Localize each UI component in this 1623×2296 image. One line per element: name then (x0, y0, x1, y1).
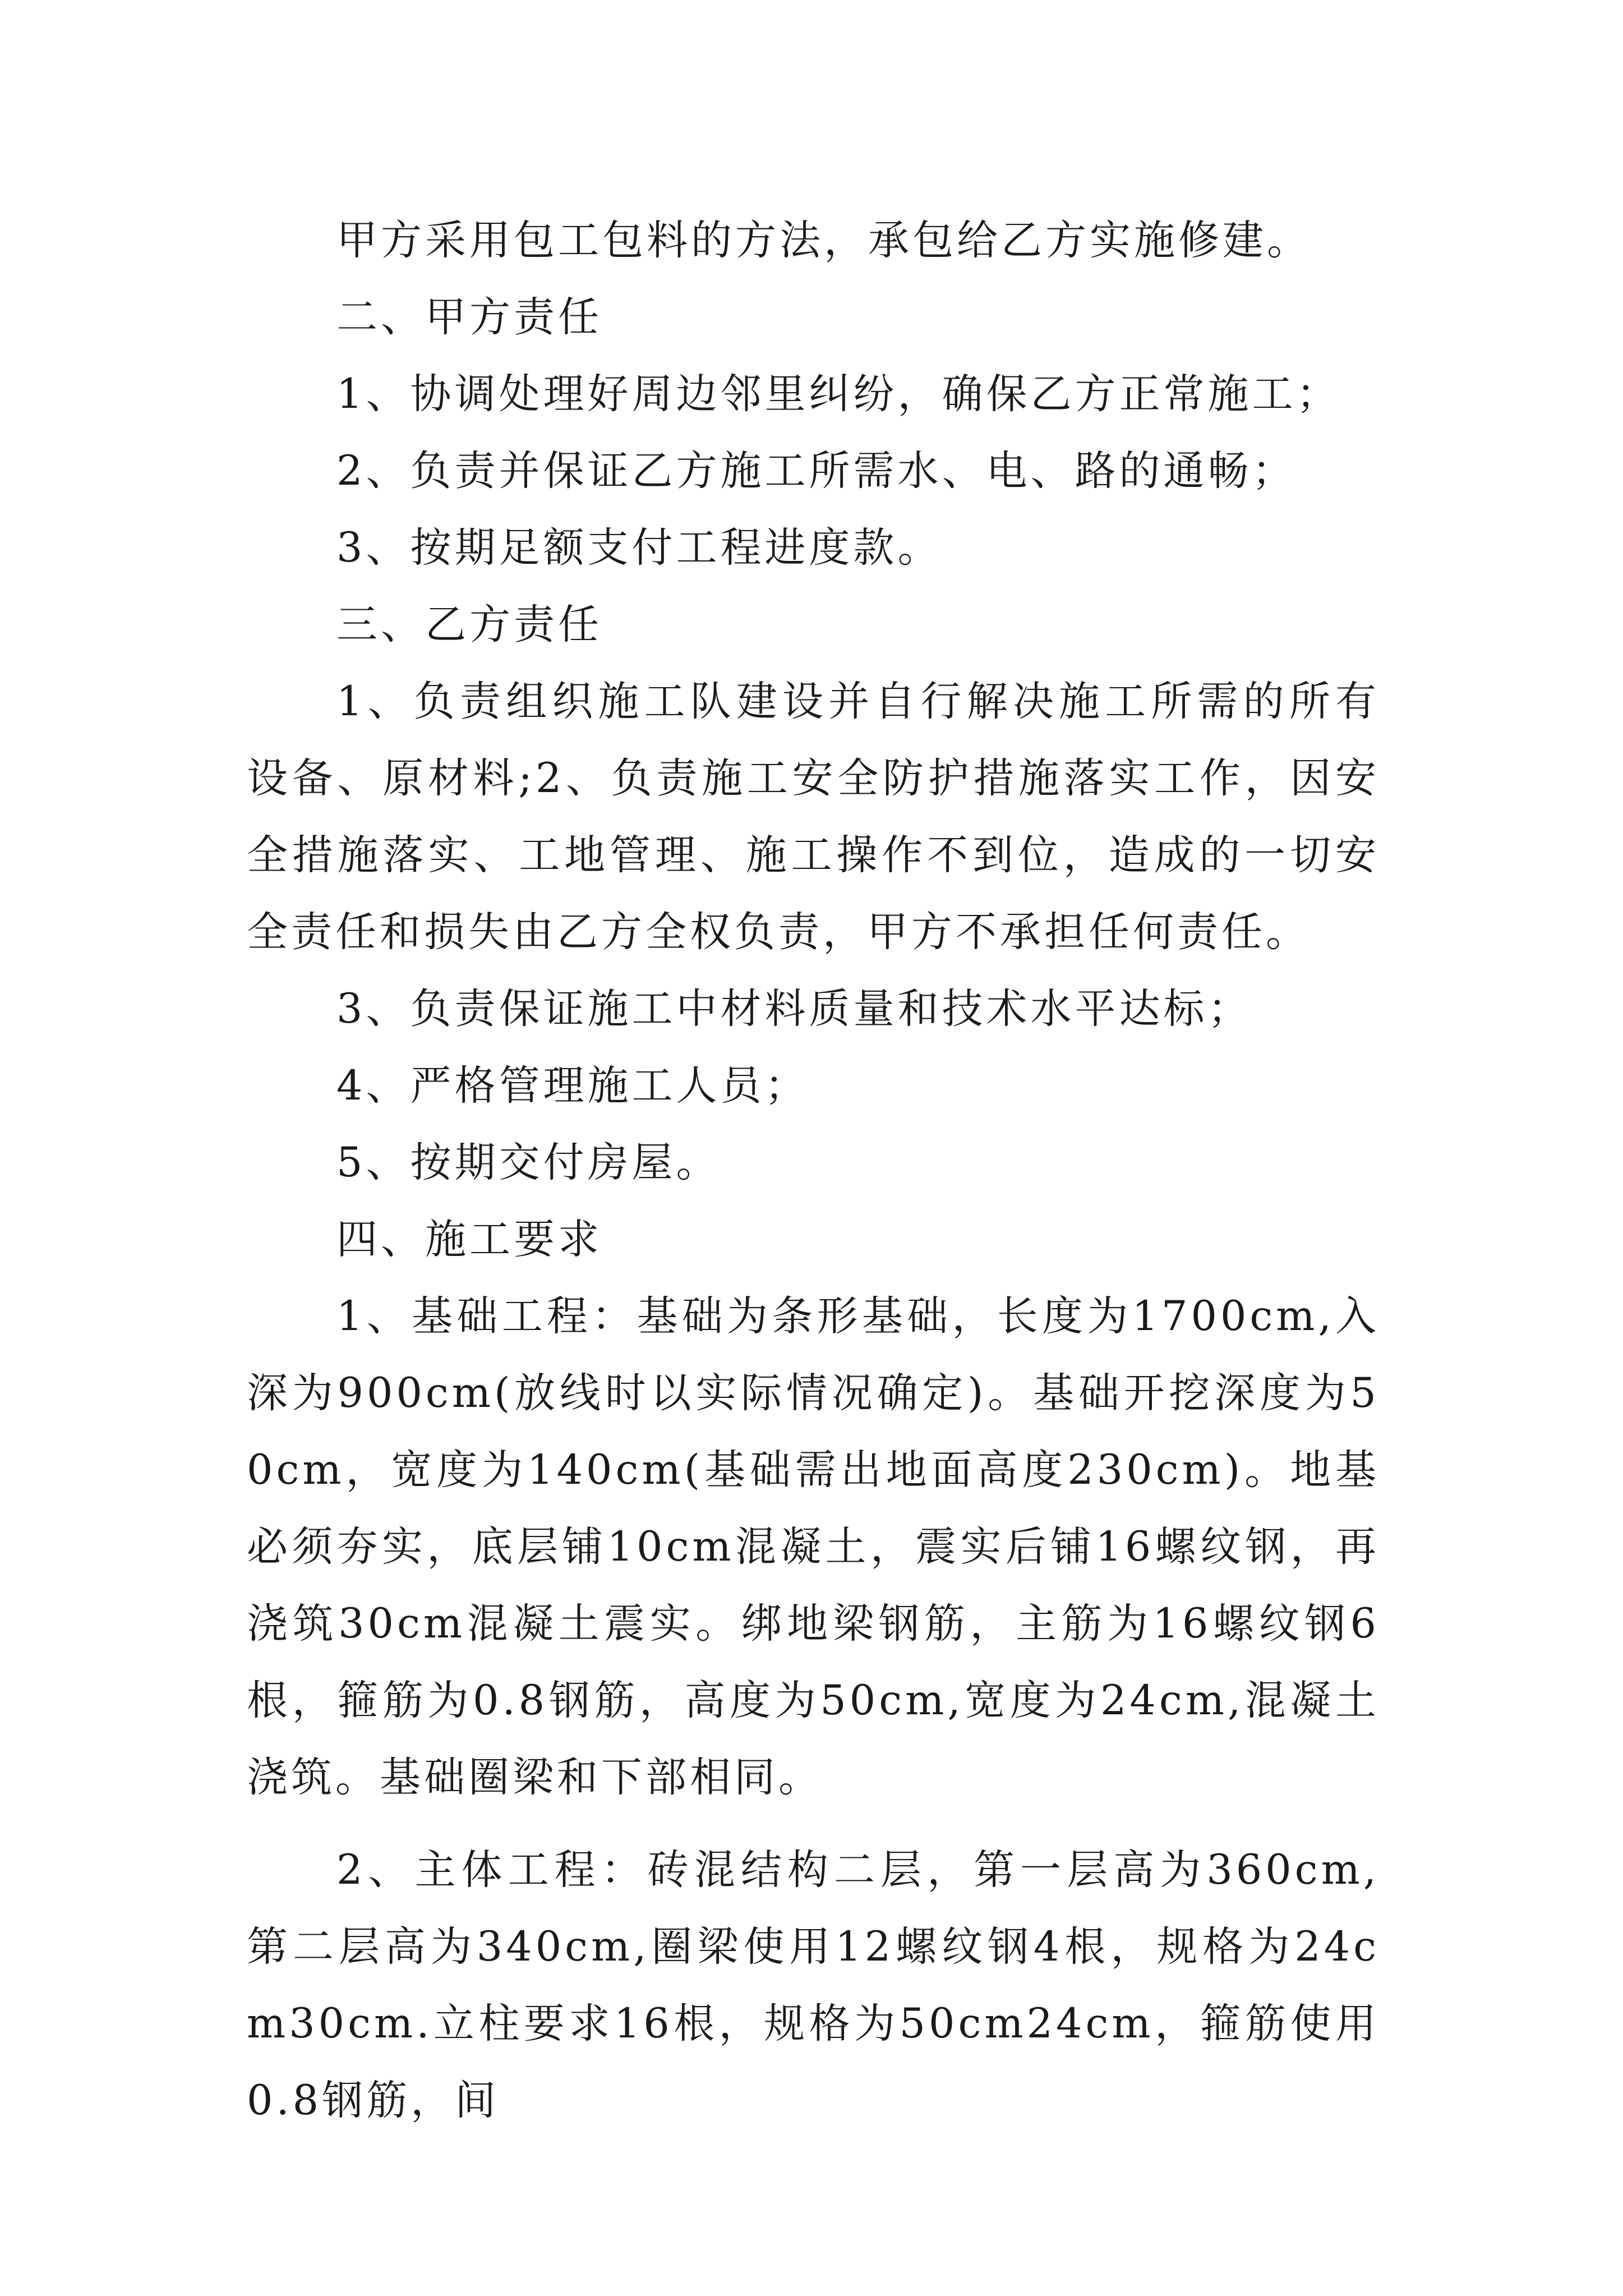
heading-party-a-responsibilities: 二、甲方责任 (336, 293, 602, 341)
document-body (247, 202, 1380, 2139)
party-b-item-4: 4、严格管理施工人员； (336, 1062, 809, 1110)
requirement-foundation: 1、基础工程：基础为条形基础，长度为1700cm,入深为900cm(放线时以实际情况确定)。基础开挖深度为50cm，宽度为140cm(基础需出地面高度230cm)。地基必须夯实，底层铺10cm混凝土，震实后铺16螺纹钢，再浇筑30cm混凝土震实。绑地梁钢筋，主筋为16螺纹钢6根，箍筋为0.8钢筋，高度为50cm,宽度为24cm,混凝土浇筑。基础圈梁和下部相同。 (247, 1292, 1380, 1801)
heading-party-b-responsibilities: 三、乙方责任 (336, 601, 602, 648)
party-a-item-1: 1、协调处理好周边邻里纠纷，确保乙方正常施工； (336, 370, 1341, 418)
party-a-item-2: 2、负责并保证乙方施工所需水、电、路的通畅； (336, 447, 1297, 495)
party-b-item-1-2: 1、负责组织施工队建设并自行解决施工所需的所有设备、原材料;2、负责施工安全防护措施落实工作，因安全措施落实、工地管理、施工操作不到位，造成的一切安全责任和损失由乙方全权负责，甲方不承担任何责任。 (247, 678, 1380, 956)
requirement-main-structure: 2、主体工程：砖混结构二层，第一层高为360cm,第二层高为340cm,圈梁使用12螺纹钢4根，规格为24cm30cm.立柱要求16根，规格为50cm24cm，箍筋使用0.8钢筋，间 (247, 1846, 1380, 2124)
heading-construction-requirements: 四、施工要求 (336, 1216, 602, 1263)
party-b-item-5: 5、按期交付房屋。 (336, 1139, 721, 1186)
paragraph-contract-method: 甲方采用包工包料的方法，承包给乙方实施修建。 (336, 217, 1311, 264)
party-a-item-3: 3、按期足额支付工程进度款。 (336, 524, 942, 572)
party-b-item-3: 3、负责保证施工中材料质量和技术水平达标； (336, 985, 1252, 1033)
